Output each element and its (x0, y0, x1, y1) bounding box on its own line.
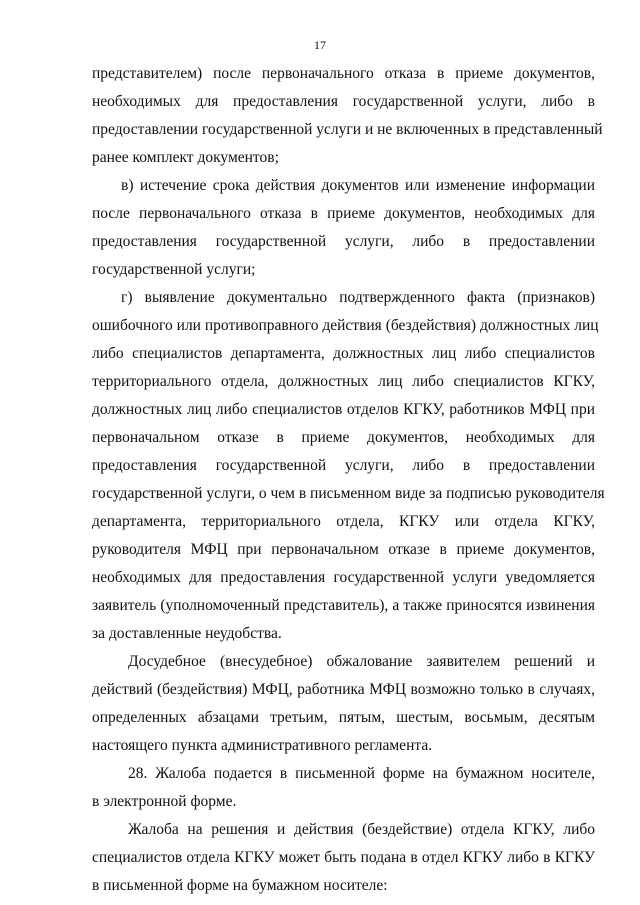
text-line: после первоначального отказа в приеме документов, необходимых для (92, 205, 595, 222)
text-line: департамента, территориального отдела, КГКУ или отдела КГКУ, (92, 513, 595, 530)
text-line: в письменной форме на бумажном носителе: (92, 877, 388, 894)
text-line: руководителя МФЦ при первоначальном отказе в приеме документов, (92, 541, 595, 558)
text-line: специалистов отдела КГКУ может быть подана в отдел КГКУ либо в КГКУ (92, 849, 595, 866)
text-line: г) выявление документально подтвержденного факта (признаков) (121, 289, 595, 306)
text-line: 28. Жалоба подается в письменной форме на бумажном носителе, (128, 765, 595, 782)
text-line: Жалоба на решения и действия (бездействие) отдела КГКУ, либо (128, 821, 595, 838)
document-body (92, 60, 605, 900)
text-line: действий (бездействия) МФЦ, работника МФЦ возможно только в случаях, (92, 681, 595, 698)
text-line: в электронной форме. (92, 793, 237, 810)
text-line: государственной услуги, о чем в письменном виде за подписью руководителя (92, 485, 605, 502)
text-line: ошибочного или противоправного действия (бездействия) должностных лиц (92, 317, 599, 334)
text-line: государственной услуги; (92, 261, 256, 278)
text-line: предоставлении государственной услуги и не включенных в представленный (92, 121, 603, 138)
text-line: должностных лиц либо специалистов отделов КГКУ, работников МФЦ при (92, 401, 595, 418)
text-line: первоначальном отказе в приеме документов, необходимых для (92, 429, 595, 446)
text-line: необходимых для предоставления государственной услуги уведомляется (92, 569, 595, 586)
text-line: ранее комплект документов; (92, 149, 279, 166)
text-line: настоящего пункта административного регламента. (92, 737, 433, 754)
text-line: предоставления государственной услуги, либо в предоставлении (92, 233, 595, 250)
text-line: предоставления государственной услуги, либо в предоставлении (92, 457, 595, 474)
text-line: представителем) после первоначального отказа в приеме документов, (92, 65, 595, 82)
text-line: территориального отдела, должностных лиц либо специалистов КГКУ, (92, 373, 595, 390)
text-line: необходимых для предоставления государственной услуги, либо в (92, 93, 595, 110)
text-line: определенных абзацами третьим, пятым, шестым, восьмым, десятым (92, 709, 595, 726)
text-line: заявитель (уполномоченный представитель), а также приносятся извинения (92, 597, 595, 614)
text-line: Досудебное (внесудебное) обжалование заявителем решений и (128, 653, 595, 670)
page-number: 17 (314, 38, 326, 52)
text-line: за доставленные неудобства. (92, 625, 282, 642)
text-line: в) истечение срока действия документов или изменение информации (121, 177, 595, 194)
text-line: либо специалистов департамента, должностных лиц либо специалистов (92, 345, 595, 362)
